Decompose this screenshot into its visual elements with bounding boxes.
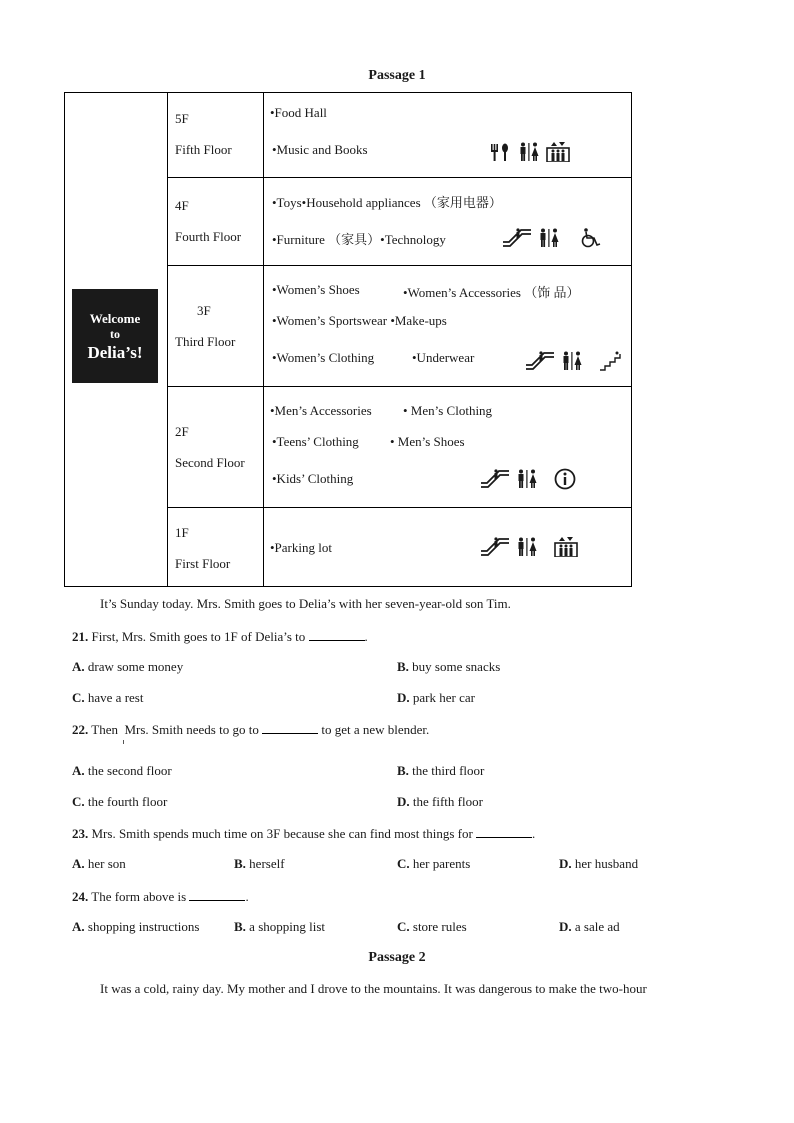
question-text-end: to get a new blender. [321,722,430,737]
option-21-d[interactable] [397,690,475,706]
option-text: the fourth floor [87,794,168,809]
floor-1-item: •Parking lot [270,540,332,555]
floor-4-code: 4F [175,198,189,213]
option-letter: A. [72,659,85,674]
floor-3-item: •Underwear [412,350,475,365]
floor-5-code: 5F [175,111,189,126]
restroom-icon [538,228,560,248]
question-number: 22. [72,722,89,737]
floor-1-code: 1F [175,525,189,540]
restroom-icon [516,537,538,557]
option-letter: B. [397,763,409,778]
stray-mark [123,740,124,744]
question-text-end: . [245,889,249,904]
option-24-a[interactable] [72,919,199,935]
stairs-icon [599,351,623,371]
option-letter: D. [559,919,572,934]
option-text: store rules [412,919,467,934]
option-text: her husband [574,856,639,871]
floor-3-item: •Women’s Shoes [272,282,360,297]
answer-blank[interactable] [189,888,245,901]
escalator-icon [525,351,555,371]
wheelchair-icon [580,228,602,248]
passage-2-text: It was a cold, rainy day. My mother and I drove to the mountains. It was dangerous to make the two-hour [100,981,647,996]
restroom-icon [516,469,538,489]
answer-blank[interactable] [476,825,532,838]
answer-blank[interactable] [309,628,365,641]
option-letter: C. [72,690,85,705]
floor-2-item: • Men’s Clothing [403,403,493,418]
question-text: Then [91,722,118,737]
option-text: the fifth floor [412,794,483,809]
question-text: Mrs. Smith spends much time on 3F because she can find most things for [91,826,473,841]
question-text: Mrs. Smith needs to go to [124,722,259,737]
floor-5-icons [490,142,570,162]
floor-5-item: •Food Hall [270,105,327,120]
question-text-end: . [364,629,368,644]
question-23 [72,825,535,842]
passage-1-intro: It’s Sunday today. Mrs. Smith goes to Delia’s with her seven-year-old son Tim. [100,596,511,611]
question-number: 23. [72,826,89,841]
option-letter: A. [72,919,85,934]
floor-4-item: •Toys•Household appliances （家用电器） [272,195,502,210]
floor-2-icons [480,468,576,490]
option-letter: B. [397,659,409,674]
option-24-b[interactable] [234,919,325,935]
question-number: 24. [72,889,89,904]
option-letter: D. [397,794,410,809]
dining-icon [490,142,512,162]
option-text: her parents [412,856,471,871]
option-text: her son [87,856,126,871]
floor-2-code: 2F [175,424,189,439]
option-21-c[interactable] [72,690,143,706]
option-letter: B. [234,856,246,871]
welcome-line-1: Welcome [89,311,141,326]
floor-5-name: Fifth Floor [175,142,232,157]
escalator-icon [480,537,510,557]
floor-2-item: •Men’s Accessories [270,403,372,418]
elevator-icon [546,142,570,162]
option-24-c[interactable] [397,919,467,935]
option-letter: C. [72,794,85,809]
floor-1-name: First Floor [175,556,231,571]
option-21-a[interactable] [72,659,183,675]
info-icon [554,468,576,490]
floor-2-item: •Kids’ Clothing [272,471,354,486]
answer-blank[interactable] [262,721,318,734]
floor-3-item: •Women’s Clothing [272,350,375,365]
floor-2-item: •Teens’ Clothing [272,434,359,449]
option-23-c[interactable] [397,856,470,872]
floor-2-item: • Men’s Shoes [390,434,465,449]
floor-3-code: 3F [197,303,211,318]
passage-1-title: Passage 1 [368,68,426,83]
option-23-d[interactable] [559,856,638,872]
floor-4-name: Fourth Floor [175,229,242,244]
option-22-d[interactable] [397,794,483,810]
passage-2-title: Passage 2 [368,950,426,965]
option-23-b[interactable] [234,856,285,872]
option-letter: C. [397,919,410,934]
option-letter: A. [72,763,85,778]
restroom-icon [561,351,583,371]
question-text: First, Mrs. Smith goes to 1F of Delia’s to [91,629,306,644]
option-text: the second floor [87,763,172,778]
option-letter: A. [72,856,85,871]
floor-1-icons [480,537,578,557]
option-22-a[interactable] [72,763,172,779]
question-24 [72,888,249,905]
option-text: draw some money [87,659,184,674]
option-letter: B. [234,919,246,934]
option-text: shopping instructions [87,919,200,934]
question-text: The form above is [91,889,187,904]
floor-4-icons [502,228,602,248]
floor-3-name: Third Floor [175,334,236,349]
floor-2-name: Second Floor [175,455,245,470]
option-text: a sale ad [574,919,620,934]
floor-3-item: •Women’s Accessories （饰 品） [403,285,580,300]
option-letter: D. [397,690,410,705]
question-22 [72,721,429,738]
option-text: buy some snacks [412,659,501,674]
option-text: the third floor [412,763,485,778]
escalator-icon [502,228,532,248]
floor-3-icons [525,351,623,371]
floor-5-item: •Music and Books [272,142,368,157]
restroom-icon [518,142,540,162]
option-22-c[interactable] [72,794,167,810]
option-text: have a rest [87,690,144,705]
floor-3-item: •Women’s Sportswear •Make-ups [272,313,447,328]
option-text: a shopping list [249,919,326,934]
question-text-end: . [532,826,536,841]
welcome-line-2: to [110,327,120,341]
floor-4-item: •Furniture （家具）•Technology [272,232,446,247]
option-letter: C. [397,856,410,871]
elevator-icon [554,537,578,557]
question-number: 21. [72,629,89,644]
option-text: herself [249,856,285,871]
escalator-icon [480,469,510,489]
option-24-d[interactable] [559,919,620,935]
option-22-b[interactable] [397,763,484,779]
question-21 [72,628,368,645]
welcome-sign [72,289,158,383]
welcome-line-3: Delia’s! [87,343,143,362]
option-text: park her car [412,690,475,705]
option-letter: D. [559,856,572,871]
option-21-b[interactable] [397,659,500,675]
store-directory-table [64,92,632,587]
option-23-a[interactable] [72,856,126,872]
